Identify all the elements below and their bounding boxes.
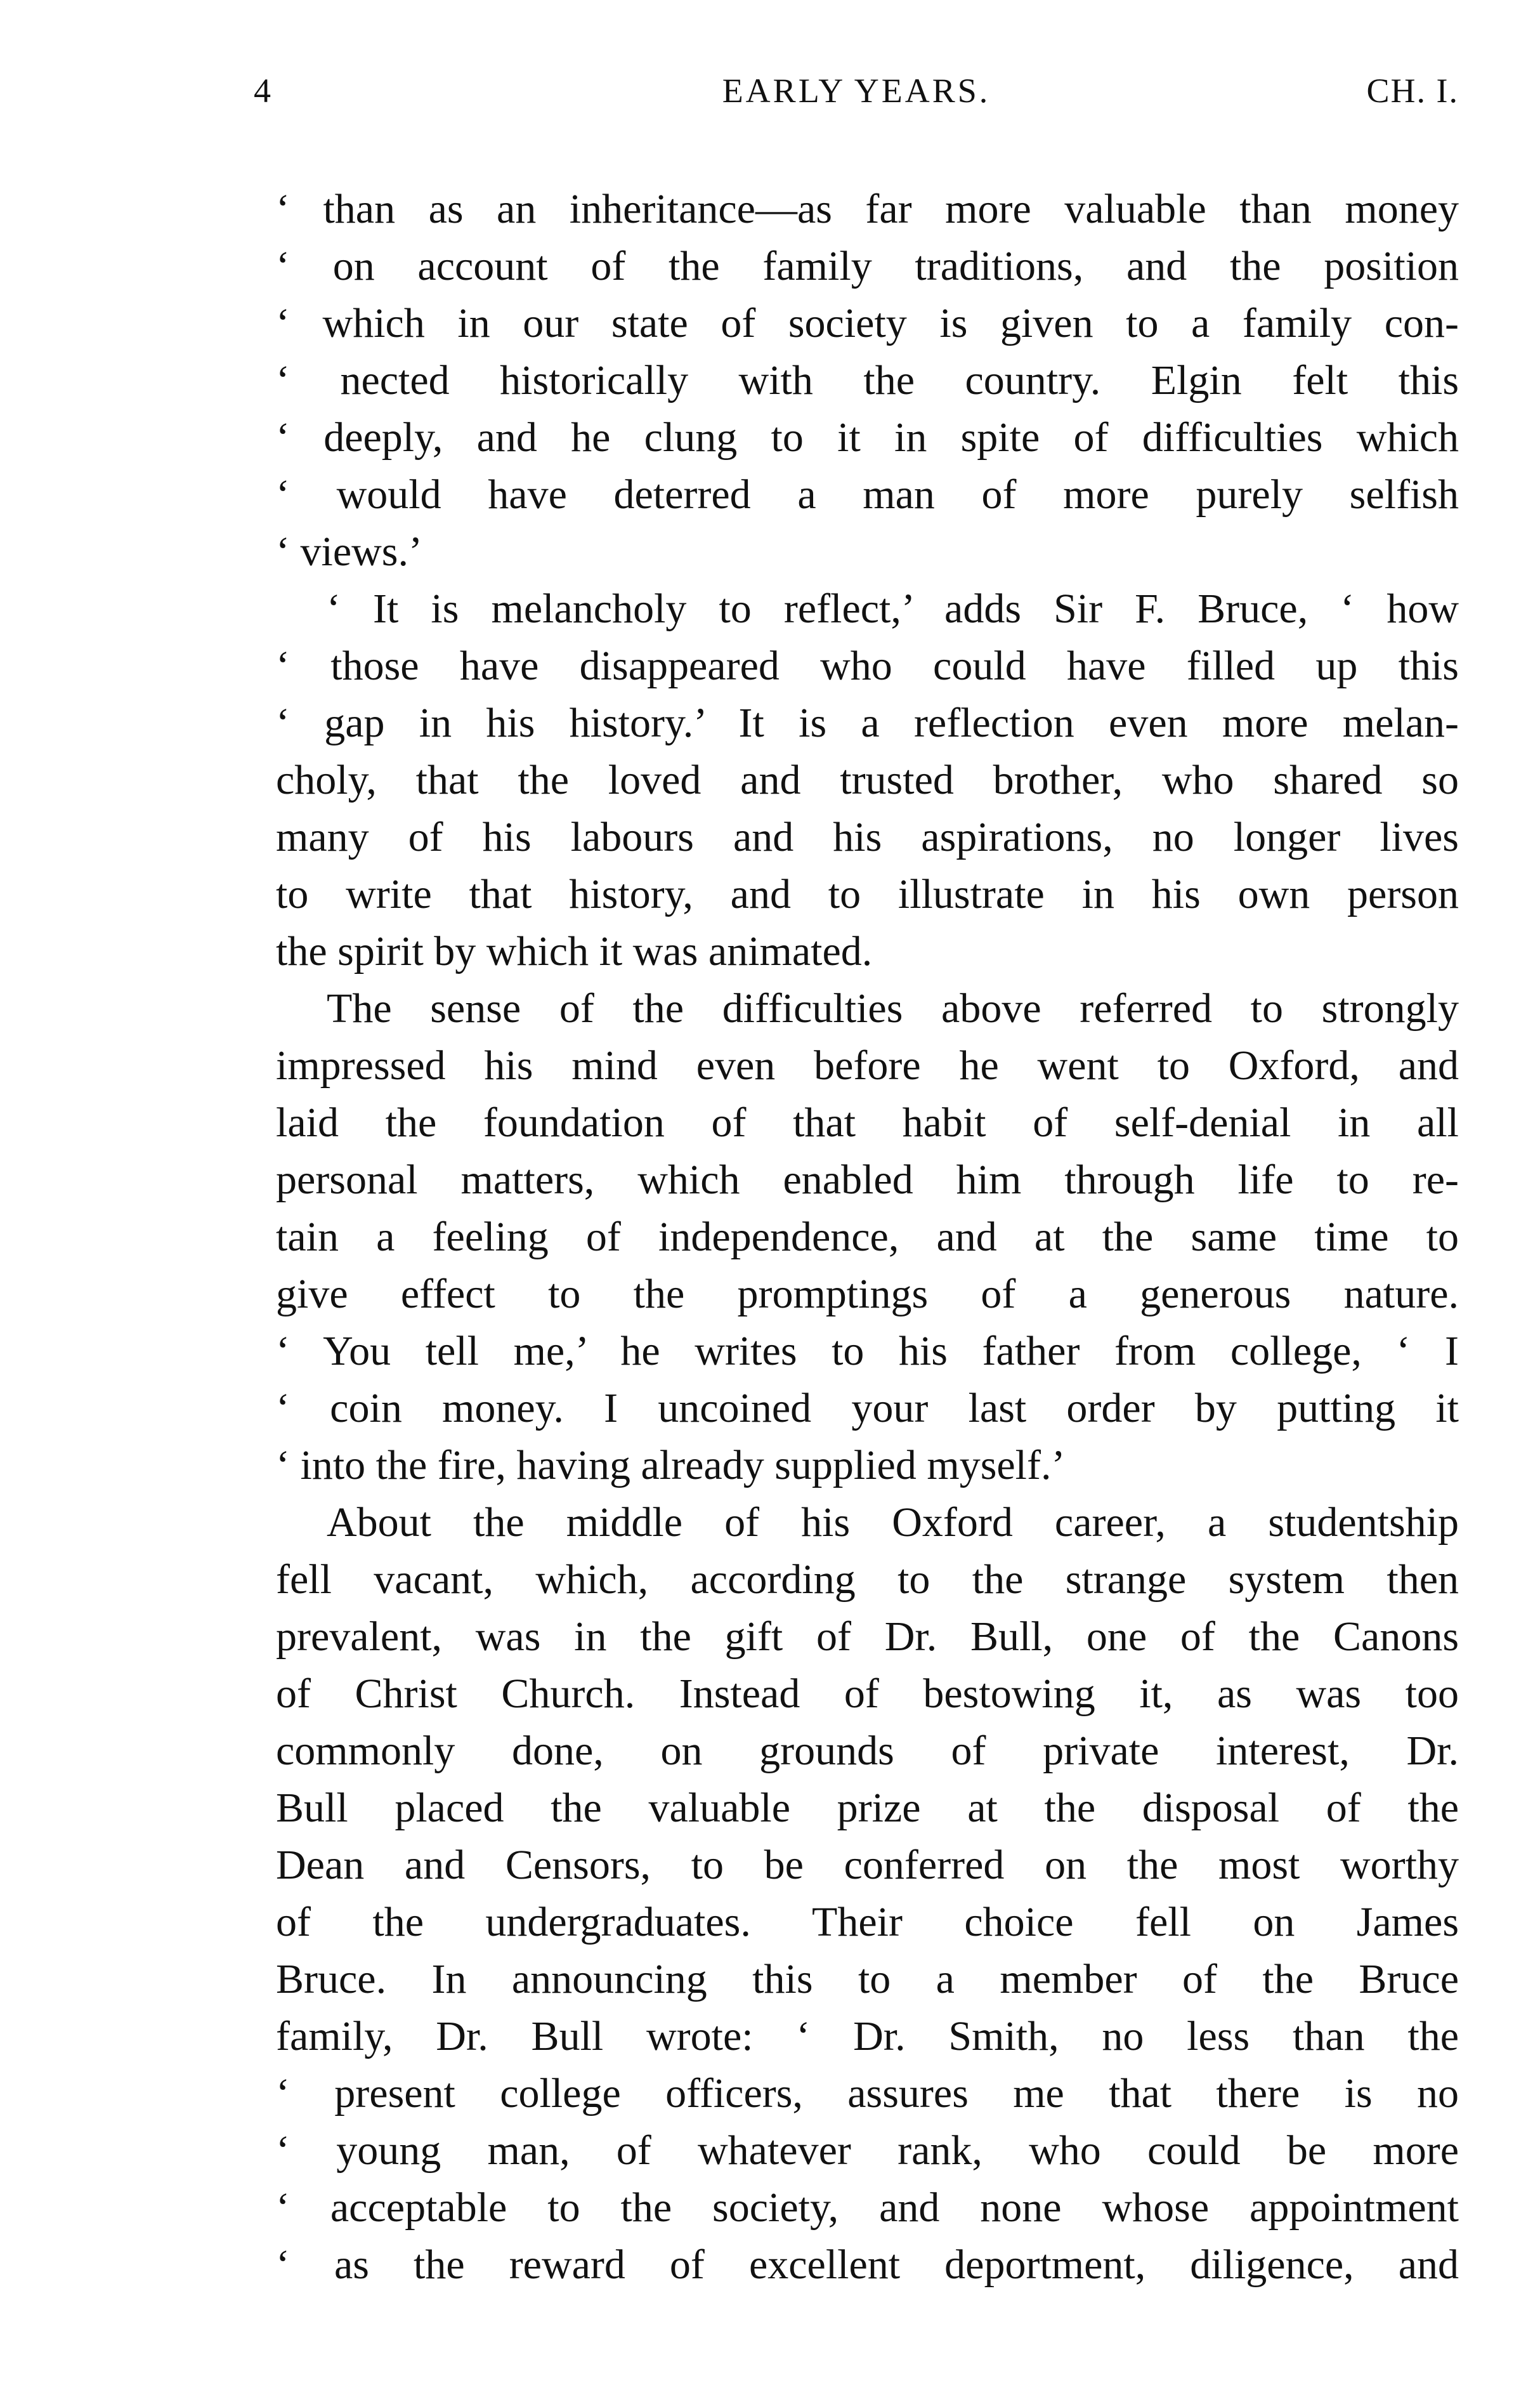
text-line: commonly done, on grounds of private interest, Dr. (276, 1728, 1459, 1774)
text-line: ‘ acceptable to the society, and none whose appointment (276, 2184, 1459, 2231)
text-line: ‘ would have deterred a man of more purely selfish (276, 471, 1459, 518)
text-line: ‘ views.’ (276, 528, 422, 575)
text-line: family, Dr. Bull wrote: ‘ Dr. Smith, no less than the (276, 2013, 1459, 2059)
text-line: About the middle of his Oxford career, a studentship (327, 1499, 1459, 1546)
text-line: ‘ on account of the family traditions, and the position (276, 243, 1459, 289)
text-line: Bruce. In announcing this to a member of the Bruce (276, 1956, 1459, 2002)
text-line: choly, that the loved and trusted brother, who shared so (276, 757, 1459, 803)
text-line: ‘ as the reward of excellent deportment, diligence, and (276, 2242, 1459, 2288)
running-head: EARLY YEARS. (722, 72, 991, 110)
text-line: impressed his mind even before he went to Oxford, and (276, 1042, 1459, 1089)
text-line: tain a feeling of independence, and at the same time to (276, 1214, 1459, 1260)
text-line: the spirit by which it was animated. (276, 928, 873, 975)
text-line: ‘ present college officers, assures me that there is no (276, 2070, 1459, 2117)
text-line: of the undergraduates. Their choice fell on James (276, 1899, 1459, 1945)
text-line: personal matters, which enabled him through life to re- (276, 1157, 1459, 1203)
text-line: ‘ than as an inheritance—as far more valuable than money (276, 186, 1459, 232)
text-line: fell vacant, which, according to the strange system then (276, 1556, 1459, 1603)
text-line: laid the foundation of that habit of self-denial in all (276, 1100, 1459, 1146)
text-line: ‘ gap in his history.’ It is a reflection even more melan- (276, 700, 1459, 746)
text-line: ‘ young man, of whatever rank, who could be more (276, 2127, 1459, 2174)
text-line: to write that history, and to illustrate in his own person (276, 871, 1459, 917)
text-line: ‘ into the fire, having already supplied myself.’ (276, 1442, 1066, 1488)
text-line: give effect to the promptings of a generous nature. (276, 1271, 1459, 1317)
chapter-reference: CH. I. (1366, 72, 1459, 110)
text-line: ‘ coin money. I uncoined your last order by putting it (276, 1385, 1459, 1431)
page-number: 4 (254, 72, 272, 110)
text-line: ‘ You tell me,’ he writes to his father from college, ‘ I (276, 1328, 1459, 1374)
text-line: prevalent, was in the gift of Dr. Bull, one of the Canons (276, 1613, 1459, 1660)
text-line: ‘ those have disappeared who could have filled up this (276, 643, 1459, 689)
page-header (254, 71, 1459, 128)
body-text (276, 181, 1459, 2294)
text-line: of Christ Church. Instead of bestowing it, as was too (276, 1671, 1459, 1717)
text-line: ‘ nected historically with the country. Elgin felt this (276, 357, 1459, 404)
text-line: Bull placed the valuable prize at the disposal of the (276, 1785, 1459, 1831)
text-line: Dean and Censors, to be conferred on the most worthy (276, 1842, 1459, 1888)
text-line: ‘ deeply, and he clung to it in spite of difficulties which (276, 414, 1459, 461)
text-line: ‘ It is melancholy to reflect,’ adds Sir F. Bruce, ‘ how (327, 586, 1459, 632)
text-line: ‘ which in our state of society is given to a family con- (276, 300, 1459, 346)
text-line: The sense of the difficulties above referred to strongly (327, 985, 1459, 1032)
text-line: many of his labours and his aspirations, no longer lives (276, 814, 1459, 860)
